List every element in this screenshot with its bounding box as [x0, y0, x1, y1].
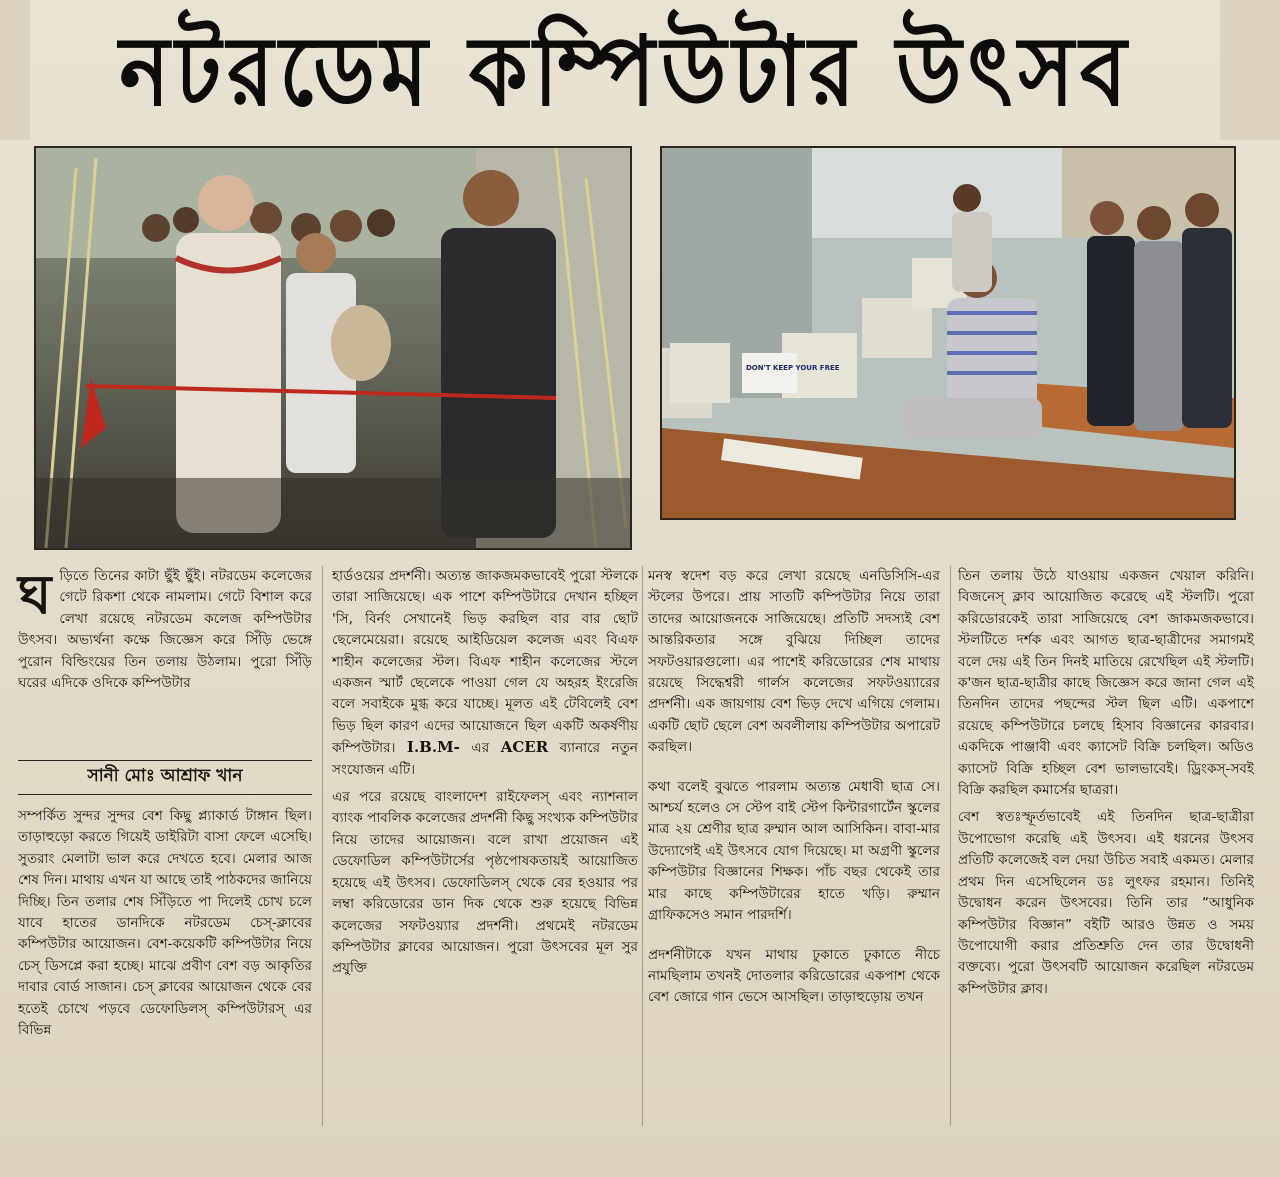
paragraph	[332, 566, 638, 781]
paragraph: মনস্ব স্বদেশ বড় করে লেখা রয়েছে এনডিসিসি-এর স্টলের উপরে। প্রায় সাতটি কম্পিউটার নিয়ে তারা তাদের আয়োজনকে সাজিয়েছে। প্রতিটি সদস্যই বেশ আন্তরিকতার সঙ্গে বুঝিয়ে দিচ্ছিল তাদের সফটওয়ারগুলো। এর পাশেই করিডোরের শেষ মাথায় রয়েছে সিদ্ধেশ্বরী গার্লস কলেজের সফটওয়্যারের প্রদর্শনী। এক জায়গায় বেশ ভিড় দেখে এগিয়ে গেলাম। একটি ছোট ছেলে বেশ অবলীলায় কম্পিউটার অপারেট করছিল।	[648, 568, 940, 756]
paragraph-gap	[648, 933, 940, 945]
column-3	[648, 566, 940, 1015]
byline-bottom-rule	[18, 794, 312, 795]
adjacent-page-bleed-right	[1220, 0, 1280, 140]
paragraph: তিন তলায় উঠে যাওয়ায় একজন খেয়াল করিনি। বিজনেস্ ক্লাব আয়োজিত করেছে এই স্টলটি। পুরো করিডোরকেই তারা সাজিয়েছে বেশ জাকমজকভাবে। স্টলটিতে দর্শক এবং আগত ছাত্র-ছাত্রীদের সমাগমই বলে দেয় এই তিন দিনই মাতিয়ে রেখেছিল এই স্টলটি। ক'জন ছাত্র-ছাত্রীর কাছে জিজ্ঞেস করে জানা গেল এই তিনদিন তাদের পছন্দের স্টল ছিল এটি। একপাশে রয়েছে কম্পিউটারে চলছে হিসাব বিজ্ঞানের কারবার। একদিকে পাঞ্জাবী এবং ক্যাসেট বিক্রি চলছিল। অডিও ক্যাসেট বিক্রি হচ্ছিল বেশ ভালভাবেই। ড্রিংকস্-সবই বিক্রি করছিল কমার্সের ছাত্ররা।	[958, 568, 1254, 799]
paragraph: সম্পর্কিত সুন্দর সুন্দর বেশ কিছু প্ল্যাকার্ড টাঙ্গান ছিল। তাড়াহুড়ো করতে গিয়েই ডাইরিটা বাসা ফেলে এসেছি। সুতরাং মেলাটা ভাল করে দেখতে হবে। মেলার আজ শেষ দিন। মাথায় এখন যা আছে তাই পাঠকদের জানিয়ে দিচ্ছি। তিন তলার শেষ সিঁড়িতে পা দিলেই চোখ চলে যাবে হাতের ডানদিকে নটরডেম চেস্-ক্লাবের কম্পিউটার আয়োজন। বেশ-কয়েকটি কম্পিউটার নিয়ে চেস্ ডিসপ্লে করা হচ্ছে। মাঝে প্রবীণ বেশ বড় আকৃতির দাবার বোর্ড সাজান। চেস্ ক্লাবের আয়োজন থেকে বের হতেই চোখে পড়বে ডেফোডিলস্ কম্পিউটারস্ এর বিভিন্ন	[18, 808, 312, 1039]
paragraph-text: হার্ডওয়ের প্রদর্শনী। অত্যন্ত জাকজমকভাবেই পুরো স্টলকে তারা সাজিয়েছে। এক পাশে কম্পিউটারে দেখান হচ্ছিল 'সি, বির্নং সেখানেই ভিড় করছিল বার বার ছোট ছেলেমেয়েরা। রয়েছে আইডিয়েল কলেজ এবং বিএফ শাহীন কলেজের স্টল। বিএফ শাহীন কলেজের স্টলে একজন স্মার্ট ছেলেকে পাওয়া গেল যে অহরহ ইংরেজি বলে সবাইকে মুগ্ধ করে যাচ্ছে। মূলত এই টেবিলেই বেশ ভিড় ছিল কারণ এদের আয়োজনে ছিল একটি অকর্ষণীয় কম্পিউটার।	[332, 568, 638, 757]
column-divider	[322, 566, 323, 1126]
column-1-body	[18, 806, 312, 1047]
column-1-intro	[18, 563, 312, 694]
column-2	[332, 566, 638, 986]
dropcap-letter: ঘ	[18, 563, 52, 626]
headline: নটরডেম কম্পিউটার উৎসব	[119, 14, 1133, 128]
paragraph-gap	[648, 765, 940, 777]
byline: সানী মোঃ আশ্রাফ খান	[87, 766, 243, 786]
byline-top-rule	[18, 760, 312, 761]
paragraph-text: ব্যানারে নতুন সংযোজন এটি।	[332, 740, 639, 778]
computer-lab-photo	[660, 146, 1236, 520]
paragraph: বেশ স্বতঃস্ফূর্তভাবেই এই তিনদিন ছাত্র-ছাত্রীরা উপোভোগ করেছি এই উৎসব। এই ধরনের উৎসব প্রতিটি কলেজেই বল দেয়া উচিত সবাই একমত। মেলার প্রথম দিন এসেছিলেন ডঃ লুৎফর রহমান। তিনিই উদ্বোধন করেন উৎসবের। তিনি তার “আধুনিক কম্পিউটার বিজ্ঞান” বইটি আরও উন্নত ও সময় উপোযোগী করার প্রতিশ্রুতি দেন তার উদ্বোধনী বক্তব্যে। পুরো উৎসবটি আয়োজন করেছিল নটরডেম কম্পিউটার ক্লাব।	[958, 809, 1254, 997]
paragraph: প্রদর্শনীটাকে যখন মাথায় ঢুকাতে ঢুকাতে নীচে নামছিলাম তখনই দোতলার করিডোরের একপাশ থেকে বেশ জোরে গান ভেসে আসছিল। তাড়াহুড়োয় তখন	[648, 946, 940, 1006]
column-divider	[950, 566, 951, 1126]
acer-text: ACER	[500, 738, 549, 757]
ibm-text: I.B.M-	[406, 738, 460, 757]
er-text: এর	[471, 740, 490, 757]
monitor-sign-text: DON'T KEEP YOUR FREE	[746, 364, 840, 372]
ribbon-cutting-photo	[34, 146, 632, 550]
paragraph: এর পরে রয়েছে বাংলাদেশ রাইফেলস্ এবং ন্যাশনাল ব্যাংক পাবলিক কলেজের প্রদর্শনী কিছু সংখ্যক কম্পিউটার নিয়ে তাদের আয়োজন। বলে রাখা প্রয়োজন এই ডেফোডিল কম্পিউটার্সের পৃষ্ঠপোষকতায়ই আয়োজিত হয়েছে এই উৎসব। ডেফোডিলস্ থেকে বের হওয়ার পর লম্বা করিডোরের ডান দিক থেকে শুরু হয়েছে বিভিন্ন কলেজের সফটওয়্যার প্রদর্শনী। প্রথমেই নটরডেম কম্পিউটার ক্লাবের আয়োজন। পুরো উৎসবের মূল সুর প্রযুক্তি	[332, 789, 638, 977]
column-4	[958, 566, 1254, 1006]
column-divider	[642, 566, 643, 1126]
paragraph: কথা বলেই বুঝতে পারলাম অত্যন্ত মেধাবী ছাত্র সে। আশ্চর্য হলেও সে স্টেপ বাই স্টেপ কিন্টারগার্টেন স্কুলের মাত্র ২য় শ্রেণীর ছাত্র রুম্মান আল আসিকিন। বাবা-মার উদ্যোগেই এই উৎসবে যোগ দিয়েছে। মা অগ্রণী স্কুলের কম্পিউটার বিজ্ঞানের শিক্ষক। পাঁচ বছর থেকেই তার মার কাছে কম্পিউটারের হাতে খড়ি। রুম্মান গ্রাফিকসেও সমান পারদর্শি।	[648, 778, 940, 924]
intro-paragraph: ড়িতে তিনের কাটা ছুঁই ছুঁই। নটরডেম কলেজের গেটে রিকশা থেকে নামলাম। গেটে বিশাল করে লেখা রয়েছে নটরডেম কলেজ কম্পিউটার উৎসব। অভ্যর্থনা কক্ষে জিজ্ঞেস করে সিঁড়ি ভেঙ্গে পুরোন বিল্ডিংয়ের তিন তলায় উঠলাম। পুরো সিঁড়ি ঘরের এদিকে ওদিকে কম্পিউটার	[18, 568, 312, 692]
